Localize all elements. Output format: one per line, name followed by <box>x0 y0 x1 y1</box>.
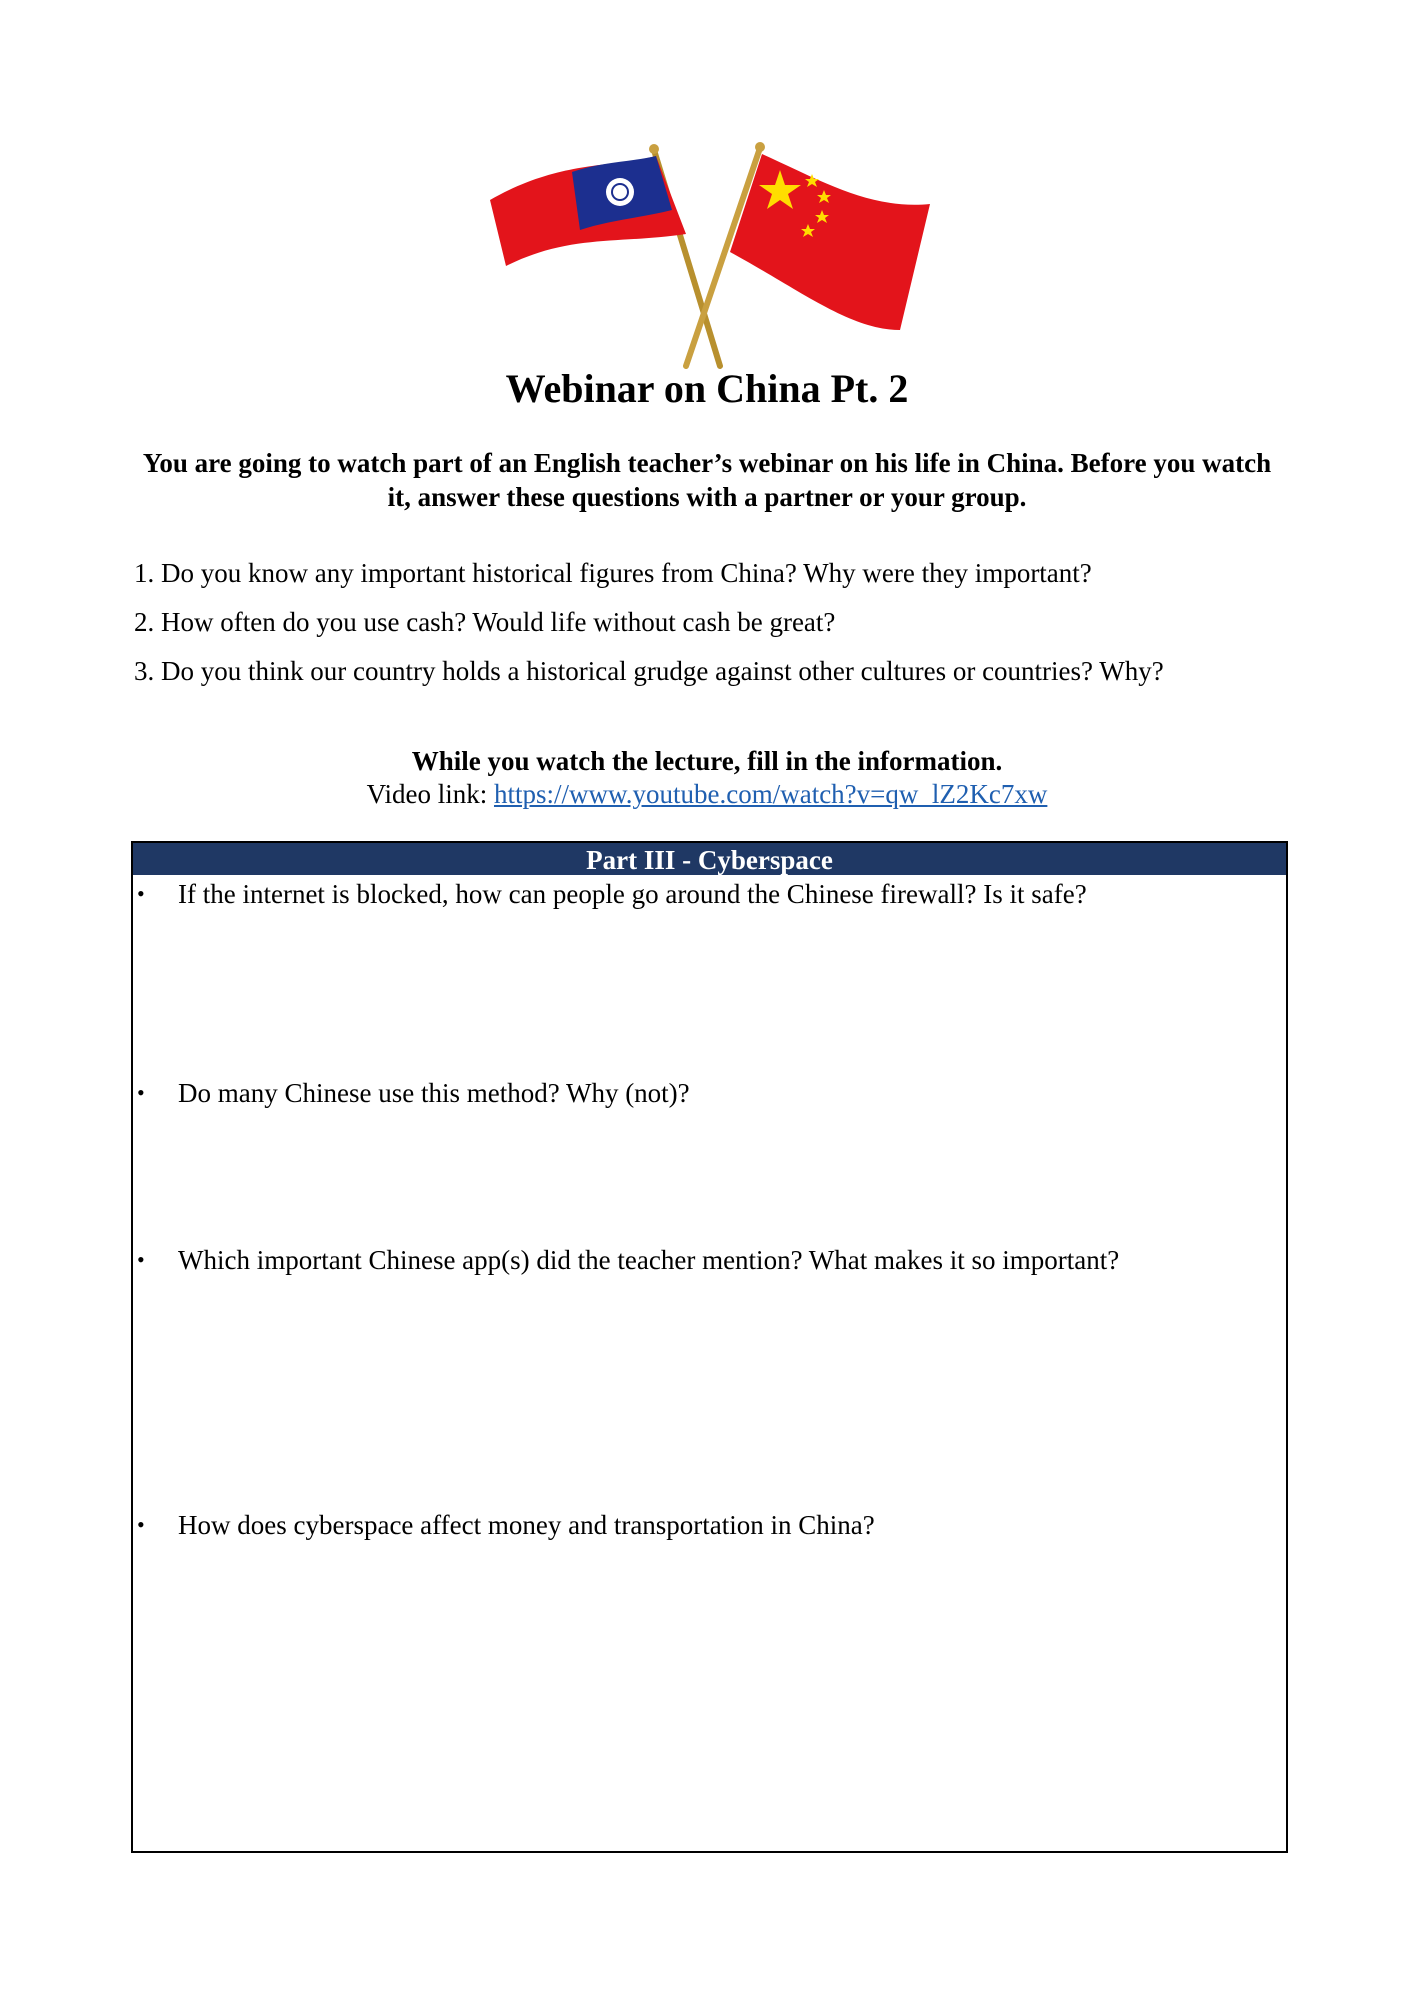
watch-instructions: While you watch the lecture, fill in the information. <box>411 746 1003 776</box>
cyberspace-question-text: Do many Chinese use this method? Why (not)? <box>178 1078 690 1108</box>
question-number: 2. <box>134 607 155 637</box>
answer-space[interactable] <box>133 1279 1286 1505</box>
question-number: 1. <box>134 558 155 588</box>
bullet-icon: • <box>137 1247 145 1272</box>
question-item <box>134 556 1314 590</box>
video-link[interactable]: https://www.youtube.com/watch?v=qw_lZ2Kc7xw <box>493 779 1048 809</box>
question-number: 3. <box>134 656 155 686</box>
question-text: Do you know any important historical figures from China? Why were they important? <box>161 558 1092 588</box>
answer-space[interactable] <box>133 1545 1286 1845</box>
video-link-label: Video link: <box>366 779 494 809</box>
question-item <box>134 605 1314 639</box>
cyberspace-question-text: Which important Chinese app(s) did the teacher mention? What makes it so important? <box>178 1245 1120 1275</box>
answer-space[interactable] <box>133 913 1286 1073</box>
bullet-icon: • <box>137 1512 145 1537</box>
cyberspace-question-text: How does cyberspace affect money and transportation in China? <box>178 1510 875 1540</box>
page-title: Webinar on China Pt. 2 <box>505 366 909 411</box>
crossed-flags-illustration <box>490 140 930 370</box>
part-three-box <box>131 841 1288 1853</box>
part-header: Part III - Cyberspace <box>133 843 1286 875</box>
question-text: Do you think our country holds a historical grudge against other cultures or countries? Why? <box>161 656 1164 686</box>
bullet-icon: • <box>137 881 145 906</box>
question-item <box>134 654 1314 688</box>
intro-text: You are going to watch part of an English teacher’s webinar on his life in China. Before you watch it, answer these questions with a partner or your group. <box>142 448 1272 512</box>
china-flag-icon <box>730 154 930 330</box>
answer-space[interactable] <box>133 1113 1286 1241</box>
bullet-icon: • <box>137 1080 145 1105</box>
taiwan-flag-icon <box>490 156 686 266</box>
cyberspace-question-text: If the internet is blocked, how can people go around the Chinese firewall? Is it safe? <box>178 879 1087 909</box>
video-link-line <box>0 777 1414 811</box>
pre-watch-questions <box>134 556 1314 703</box>
question-text: How often do you use cash? Would life without cash be great? <box>161 607 836 637</box>
